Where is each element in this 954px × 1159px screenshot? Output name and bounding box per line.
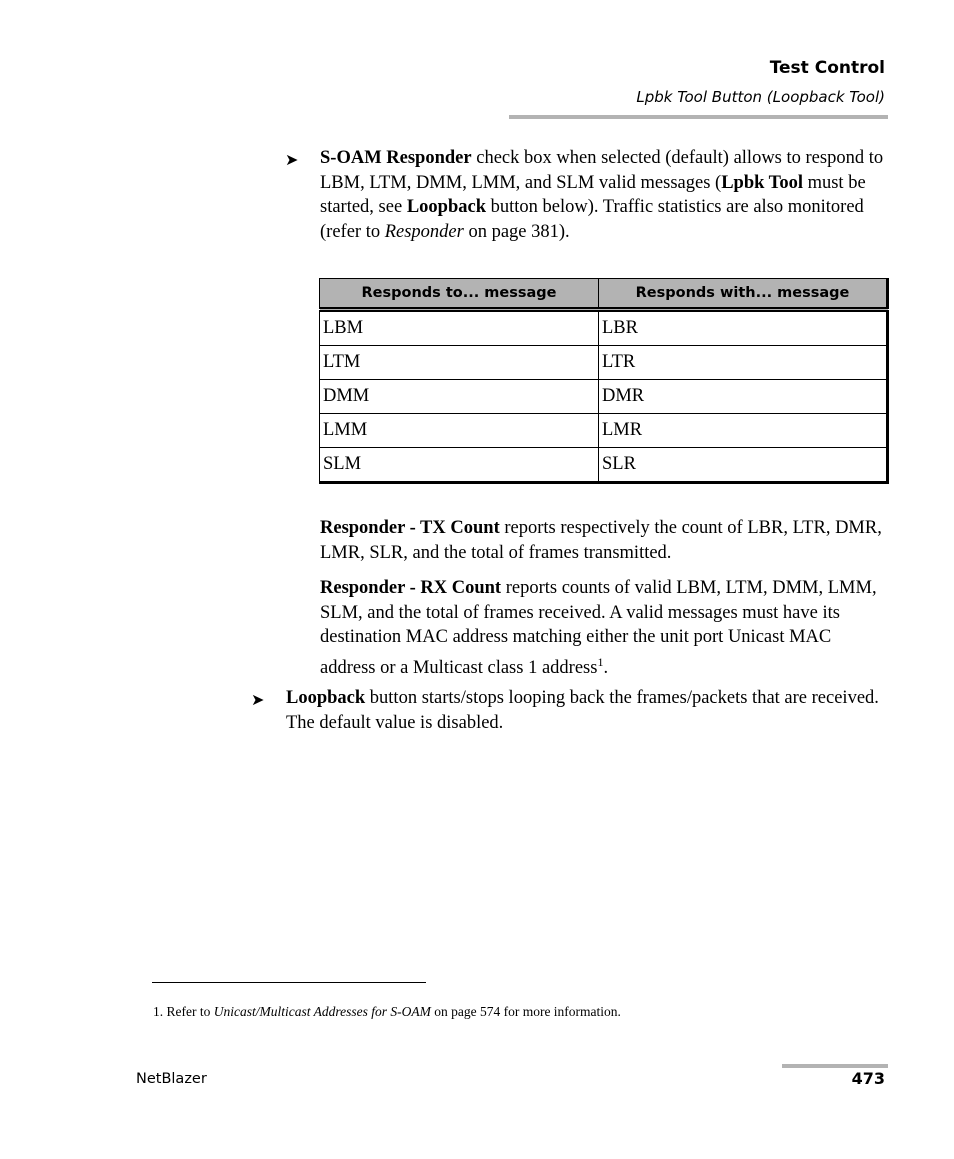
table-cell: LBR [599, 310, 888, 346]
footnote-marker[interactable]: 1 [597, 654, 604, 669]
footnote: 1. Refer to Unicast/Multicast Addresses for S-OAM on page 574 for more information. [153, 1004, 621, 1019]
running-header-chapter: Test Control [769, 58, 885, 78]
table-cell: DMM [320, 380, 599, 414]
column-header-responds-to: Responds to... message [320, 279, 599, 310]
table-cell: LMR [599, 414, 888, 448]
table-row [320, 346, 888, 380]
table-cell: LMM [320, 414, 599, 448]
header-rule [509, 115, 888, 119]
running-header-section: Lpbk Tool Button (Loopback Tool) [636, 88, 885, 106]
page-number: 473 [851, 1069, 885, 1088]
table-cell: LBM [320, 310, 599, 346]
responder-link[interactable]: Responder [384, 221, 464, 242]
table-cell: LTR [599, 346, 888, 380]
loopback-term: Loopback [406, 197, 486, 218]
lpbk-tool-term: Lpbk Tool [721, 172, 803, 193]
tx-count-paragraph: Responder - TX Count reports respectively the count of LBR, LTR, DMR, LMR, SLR, and the total of frames transmitted. [320, 518, 882, 563]
footnote-separator [152, 982, 426, 983]
table-header-row [320, 279, 888, 310]
table-cell: LTM [320, 346, 599, 380]
rx-count-term: Responder - RX Count [320, 578, 502, 598]
s-oam-responder-paragraph: S-OAM Responder check box when selected (default) allows to respond to LBM, LTM, DMM, LMM, and SLM valid messages (Lpbk Tool must be started, see Loopback button below). Traffic statistics are also monitored (refer to Responder on page 381). [320, 148, 884, 242]
column-header-responds-with: Responds with... message [599, 279, 888, 310]
table-row [320, 310, 888, 346]
bullet-arrow-icon: ➤ [285, 150, 299, 169]
footnote-link[interactable]: Unicast/Multicast Addresses for S-OAM [213, 1004, 431, 1019]
table-cell: DMR [599, 380, 888, 414]
bullet-arrow-icon: ➤ [251, 690, 265, 709]
loopback-button-term: Loopback [286, 688, 366, 708]
footer-product-name: NetBlazer [136, 1071, 207, 1087]
table-cell: SLR [599, 448, 888, 483]
footer-rule [782, 1064, 888, 1068]
loopback-paragraph: Loopback button starts/stops looping back the frames/packets that are received. The default value is disabled. [286, 688, 879, 733]
table-row [320, 448, 888, 483]
s-oam-responder-term: S-OAM Responder [320, 148, 472, 168]
table-row [320, 380, 888, 414]
rx-count-paragraph: Responder - RX Count reports counts of valid LBM, LTM, DMM, LMM, SLM, and the total of frames received. A valid messages must have its destination MAC address matching either the unit port Unicast MAC address or a Multicast class 1 address$^1$. [320, 578, 877, 678]
tx-count-term: Responder - TX Count [320, 518, 500, 538]
table-row [320, 414, 888, 448]
responder-message-table [319, 278, 889, 484]
table-cell: SLM [320, 448, 599, 483]
